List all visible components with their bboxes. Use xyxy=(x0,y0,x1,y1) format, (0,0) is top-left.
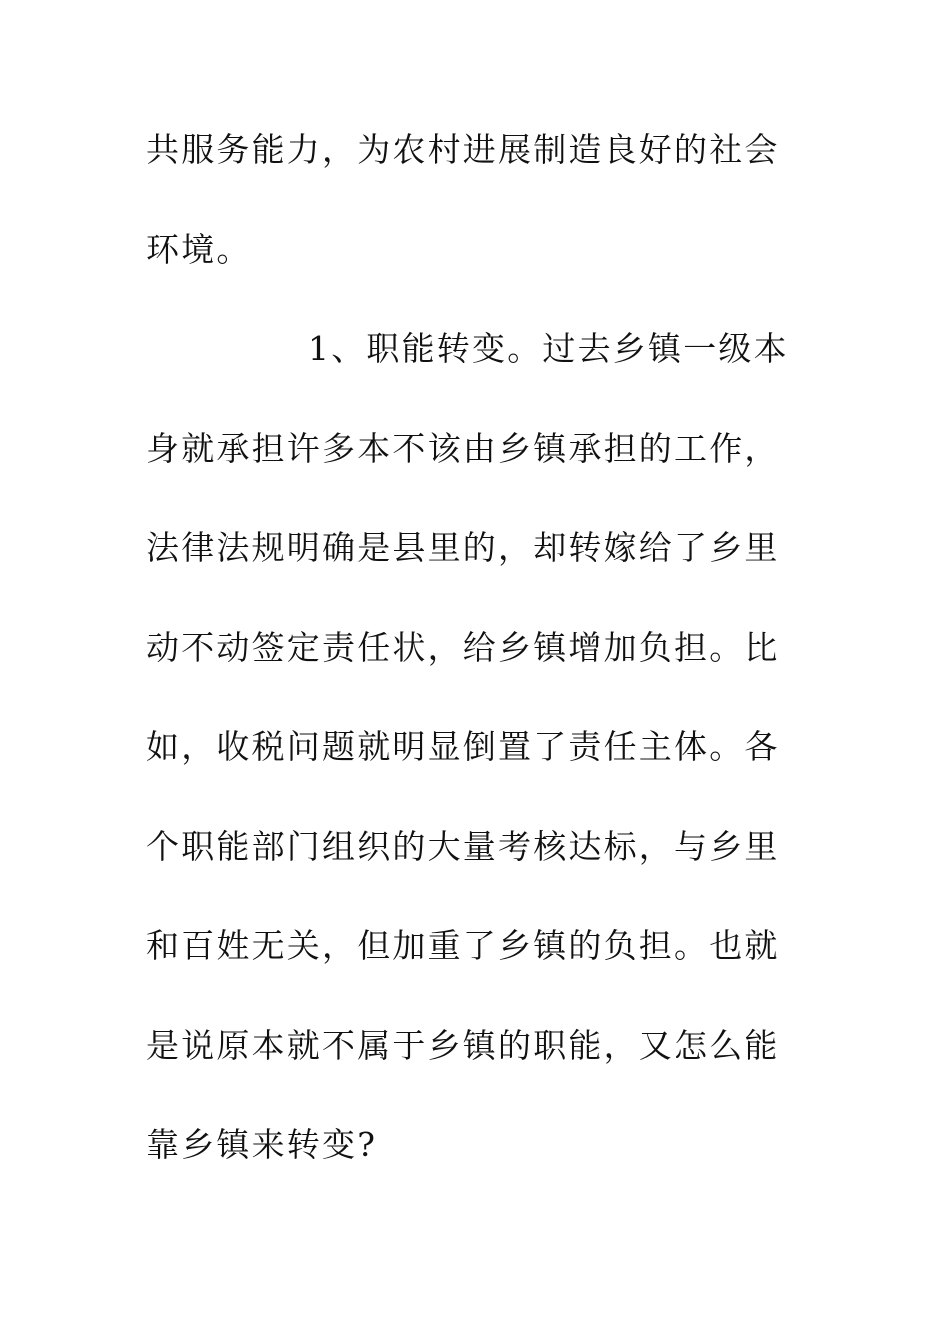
text-line: 共服务能力，为农村进展制造良好的社会 xyxy=(146,130,780,169)
body-text xyxy=(146,117,811,1212)
text-line: 身就承担许多本不该由乡镇承担的工作， xyxy=(146,428,780,468)
text-line: 和百姓无关，但加重了乡镇的负担。也就 xyxy=(146,926,780,965)
text-line: 如，收税问题就明显倒置了责任主体。各 xyxy=(146,727,780,766)
text-line: 环境。 xyxy=(146,229,252,269)
paragraph-first-line: 1、职能转变。过去乡镇一级本 xyxy=(308,329,789,368)
text-line: 法律法规明确是县里的，却转嫁给了乡里 xyxy=(146,528,780,567)
text-line: 靠乡镇来转变? xyxy=(146,1125,378,1164)
text-line: 个职能部门组织的大量考核达标，与乡里 xyxy=(146,826,780,866)
text-line: 动不动签定责任状，给乡镇增加负担。比 xyxy=(146,627,780,667)
text-line: 是说原本就不属于乡镇的职能，又怎么能 xyxy=(146,1025,780,1065)
